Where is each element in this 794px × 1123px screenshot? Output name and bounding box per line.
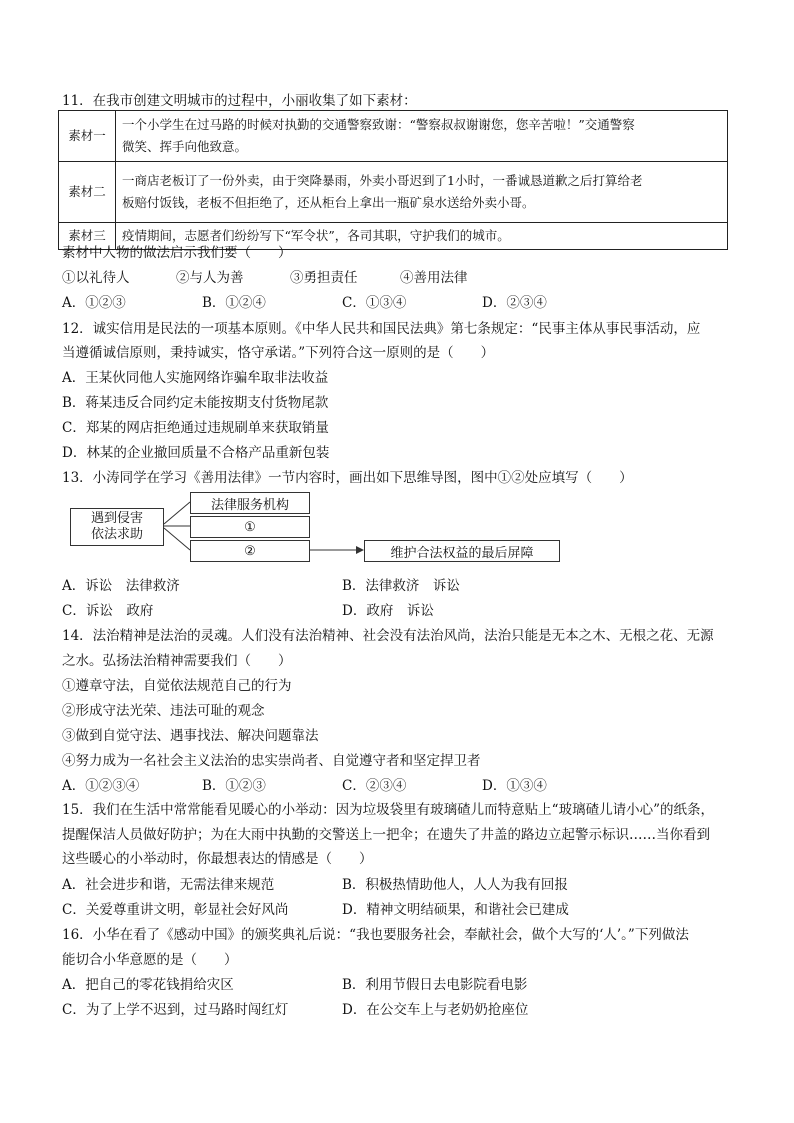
q16-option-b[interactable]: B．利用节假日去电影院看电影 xyxy=(342,977,528,993)
material-text: 疫情期间，志愿者们纷纷写下“军令状”，各司其职，守护我们的城市。 xyxy=(116,223,728,250)
q12-option-d[interactable]: D．林某的企业撤回质量不合格产品重新包装 xyxy=(62,445,330,461)
material-text-line: 微笑、挥手向他致意。 xyxy=(122,139,248,154)
mind-map-branch-3: ② xyxy=(190,540,310,562)
q12-option-c[interactable]: C．郑某的网店拒绝通过违规刷单来获取销量 xyxy=(62,420,329,436)
mind-map-branch-2: ① xyxy=(190,516,310,538)
q16-option-a[interactable]: A．把自己的零花钱捐给灾区 xyxy=(62,977,234,993)
table-row xyxy=(59,162,728,223)
q14-option-a[interactable]: A．①②③④ xyxy=(62,778,140,794)
q11-option-d[interactable]: D．②③④ xyxy=(482,295,547,311)
q11-item: ④善用法律 xyxy=(400,270,468,286)
q11-stem: 11．在我市创建文明城市的过程中，小丽收集了如下素材： xyxy=(62,93,417,109)
q15-option-d[interactable]: D．精神文明结硕果，和谐社会已建成 xyxy=(342,902,569,918)
q11-question: 素材中人物的做法启示我们要（ ） xyxy=(62,245,292,261)
q14-option-d[interactable]: D．①③④ xyxy=(482,778,547,794)
q16-option-c[interactable]: C．为了上学不迟到，过马路时闯红灯 xyxy=(62,1002,289,1018)
q12-option-a[interactable]: A．王某伙同他人实施网络诈骗牟取非法收益 xyxy=(62,370,329,386)
material-text-line: 板赔付饭钱，老板不但拒绝了，还从柜台上拿出一瓶矿泉水送给外卖小哥。 xyxy=(122,195,535,210)
q13-option-a[interactable]: A．诉讼 法律救济 xyxy=(62,578,180,594)
material-label: 素材一 xyxy=(59,111,116,162)
q15-stem-line: 这些暖心的小举动时，你最想表达的情感是（ ） xyxy=(62,851,373,867)
mind-map-root-line: 依法求助 xyxy=(90,527,143,542)
q14-item: ①遵章守法，自觉依法规范自己的行为 xyxy=(62,678,292,694)
q14-item: ③做到自觉守法、遇事找法、解决问题靠法 xyxy=(62,728,319,744)
q11-item: ③勇担责任 xyxy=(290,270,358,286)
q12-stem-line: 当遵循诚信原则，秉持诚实，恪守承诺。”下列符合这一原则的是（ ） xyxy=(62,345,495,361)
q13-option-b[interactable]: B．法律救济 诉讼 xyxy=(342,578,460,594)
material-text-line: 一商店老板订了一份外卖，由于突降暴雨，外卖小哥迟到了1小时，一番诚恳道歉之后打算给老 xyxy=(122,173,643,188)
q15-stem-line: 15．我们在生活中常常能看见暖心的小举动：因为垃圾袋里有玻璃碴儿而特意贴上“玻璃碴儿请小心”的纸条， xyxy=(62,802,714,818)
mind-map-result: 维护合法权益的最后屏障 xyxy=(364,540,560,562)
q15-option-c[interactable]: C．关爱尊重讲文明，彰显社会好风尚 xyxy=(62,902,289,918)
q13-option-d[interactable]: D．政府 诉讼 xyxy=(342,603,434,619)
materials-table xyxy=(58,110,728,250)
material-label: 素材二 xyxy=(59,162,116,223)
q14-stem-line: 之水。弘扬法治精神需要我们（ ） xyxy=(62,653,292,669)
mind-map-root xyxy=(70,508,164,546)
q16-stem-line: 能切合小华意愿的是（ ） xyxy=(62,952,238,968)
table-row xyxy=(59,111,728,162)
q15-option-b[interactable]: B．积极热情助他人，人人为我有回报 xyxy=(342,877,568,893)
q11-item: ②与人为善 xyxy=(176,270,244,286)
q12-stem-line: 12．诚实信用是民法的一项基本原则。《中华人民共和国民法典》第七条规定：“民事主体从事民事活动，应 xyxy=(62,321,701,337)
q15-stem-line: 提醒保洁人员做好防护；为在大雨中执勤的交警送上一把伞；在遗失了井盖的路边立起警示标识……当你看到 xyxy=(62,827,710,843)
q13-option-c[interactable]: C．诉讼 政府 xyxy=(62,603,154,619)
q14-item: ②形成守法光荣、违法可耻的观念 xyxy=(62,703,265,719)
q14-stem-line: 14．法治精神是法治的灵魂。人们没有法治精神、社会没有法治风尚，法治只能是无本之木、无根之花、无源 xyxy=(62,628,714,644)
q14-item: ④努力成为一名社会主义法治的忠实崇尚者、自觉遵守者和坚定捍卫者 xyxy=(62,753,481,769)
q12-option-b[interactable]: B．蒋某违反合同约定未能按期支付货物尾款 xyxy=(62,395,329,411)
material-text-line: 一个小学生在过马路的时候对执勤的交通警察致谢：“警察叔叔谢谢您，您辛苦啦！”交通警察 xyxy=(122,117,635,132)
q11-option-c[interactable]: C．①③④ xyxy=(342,295,407,311)
q16-stem-line: 16．小华在看了《感动中国》的颁奖典礼后说：“我也要服务社会，奉献社会，做个大写的‘人’。”下列做法 xyxy=(62,927,689,943)
q14-option-b[interactable]: B．①②③ xyxy=(202,778,266,794)
q14-option-c[interactable]: C．②③④ xyxy=(342,778,407,794)
mind-map-branch-1: 法律服务机构 xyxy=(190,492,310,514)
q16-option-d[interactable]: D．在公交车上与老奶奶抢座位 xyxy=(342,1002,529,1018)
material-text xyxy=(116,111,728,162)
q11-option-a[interactable]: A．①②③ xyxy=(62,295,126,311)
material-label: 素材三 xyxy=(59,223,116,250)
mind-map xyxy=(68,490,568,568)
q11-option-b[interactable]: B．①②④ xyxy=(202,295,266,311)
material-text xyxy=(116,162,728,223)
q15-option-a[interactable]: A．社会进步和谐，无需法律来规范 xyxy=(62,877,275,893)
mind-map-root-line: 遇到侵害 xyxy=(90,511,143,526)
q11-item: ①以礼待人 xyxy=(62,270,130,286)
q13-stem: 13．小涛同学在学习《善用法律》一节内容时，画出如下思维导图，图中①②处应填写（ ） xyxy=(62,470,633,486)
